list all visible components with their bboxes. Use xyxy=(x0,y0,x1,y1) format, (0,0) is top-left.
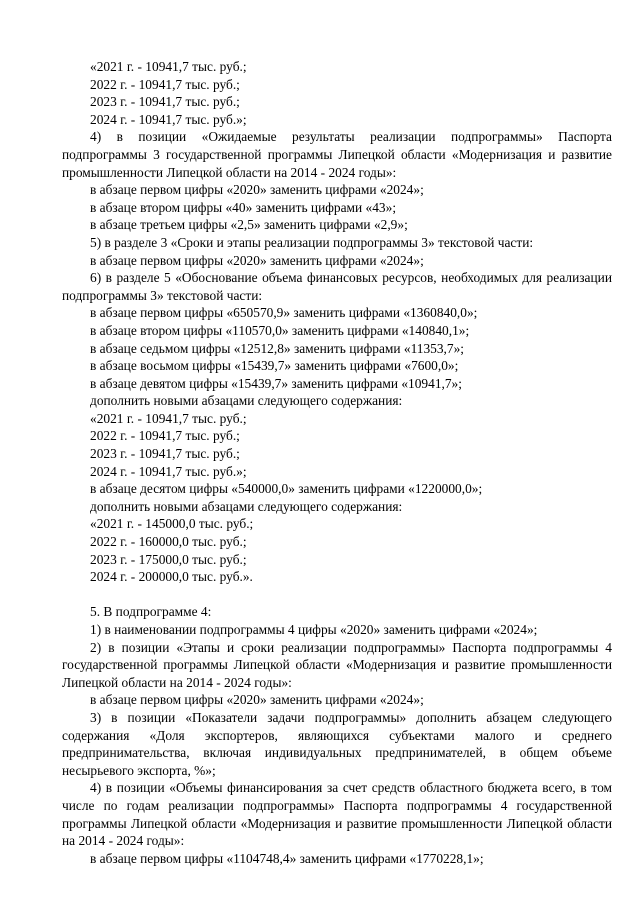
document-page xyxy=(62,58,612,867)
text-line: в абзаце восьмом цифры «15439,7» заменить цифрами «7600,0»; xyxy=(90,358,459,374)
text-line: в абзаце первом цифры «2020» заменить цифрами «2024»; xyxy=(90,692,424,708)
text-line: 2023 г. - 10941,7 тыс. руб.; xyxy=(90,446,240,462)
text-line: дополнить новыми абзацами следующего содержания: xyxy=(90,498,403,514)
text-line: дополнить новыми абзацами следующего содержания: xyxy=(90,393,403,409)
text-line: в абзаце третьем цифры «2,5» заменить цифрами «2,9»; xyxy=(90,217,408,233)
text-line: в абзаце втором цифры «40» заменить цифрами «43»; xyxy=(90,199,397,215)
text-line: в абзаце десятом цифры «540000,0» заменить цифрами «1220000,0»; xyxy=(90,481,483,497)
text-line: в абзаце первом цифры «1104748,4» заменить цифрами «1770228,1»; xyxy=(90,850,484,866)
paragraph: 6) в разделе 5 «Обоснование объема финансовых ресурсов, необходимых для реализации подпрограммы 3» текстовой части: xyxy=(62,270,612,303)
text-line: 2024 г. - 10941,7 тыс. руб.»; xyxy=(90,463,247,479)
text-line: 2022 г. - 160000,0 тыс. руб.; xyxy=(90,534,247,550)
text-line: 2022 г. - 10941,7 тыс. руб.; xyxy=(90,76,240,92)
text-line: в абзаце первом цифры «2020» заменить цифрами «2024»; xyxy=(90,182,424,198)
text-line: в абзаце первом цифры «650570,9» заменить цифрами «1360840,0»; xyxy=(90,305,478,321)
text-line: в абзаце седьмом цифры «12512,8» заменить цифрами «11353,7»; xyxy=(90,340,465,356)
paragraph: 4) в позиции «Ожидаемые результаты реализации подпрограммы» Паспорта подпрограммы 3 государственной программы Липецкой области «Модернизация и развитие промышленности Липецкой области на 2014 - 2024 годы»: xyxy=(62,129,612,180)
text-line: 2023 г. - 175000,0 тыс. руб.; xyxy=(90,551,247,567)
paragraph: 4) в позиции «Объемы финансирования за счет средств областного бюджета всего, в том числе по годам реализации подпрограммы» Паспорта подпрограммы 4 государственной программы Липецкой области «Модернизация и развитие промышленности Липецкой области на 2014 - 2024 годы»: xyxy=(62,780,612,849)
text-line: 2022 г. - 10941,7 тыс. руб.; xyxy=(90,428,240,444)
paragraph: 2) в позиции «Этапы и сроки реализации подпрограммы» Паспорта подпрограммы 4 государственной программы Липецкой области «Модернизация и развитие промышленности Липецкой области на 2014 - 2024 годы»: xyxy=(62,639,612,690)
blank-line xyxy=(62,586,612,604)
text-line: в абзаце первом цифры «2020» заменить цифрами «2024»; xyxy=(90,252,424,268)
text-line: 2024 г. - 10941,7 тыс. руб.»; xyxy=(90,111,247,127)
text-line: в абзаце втором цифры «110570,0» заменить цифрами «140840,1»; xyxy=(90,322,470,338)
text-line: «2021 г. - 145000,0 тыс. руб.; xyxy=(90,516,254,532)
section-heading: 5. В подпрограмме 4: xyxy=(90,604,212,620)
text-line: в абзаце девятом цифры «15439,7» заменить цифрами «10941,7»; xyxy=(90,375,462,391)
text-line: 1) в наименовании подпрограммы 4 цифры «2020» заменить цифрами «2024»; xyxy=(90,622,538,637)
paragraph: 3) в позиции «Показатели задачи подпрограммы» дополнить абзацем следующего содержания «Доля экспортеров, являющихся субъектами малого и среднего предпринимательства, включая индивидуальных предпринимателей, в общем объеме несырьевого экспорта, %»; xyxy=(62,709,612,778)
text-line: 5) в разделе 3 «Сроки и этапы реализации подпрограммы 3» текстовой части: xyxy=(90,234,534,250)
text-line: 2024 г. - 200000,0 тыс. руб.». xyxy=(90,569,253,585)
text-line: 2023 г. - 10941,7 тыс. руб.; xyxy=(90,94,240,110)
text-line: «2021 г. - 10941,7 тыс. руб.; xyxy=(90,410,247,426)
text-line: «2021 г. - 10941,7 тыс. руб.; xyxy=(90,59,247,74)
